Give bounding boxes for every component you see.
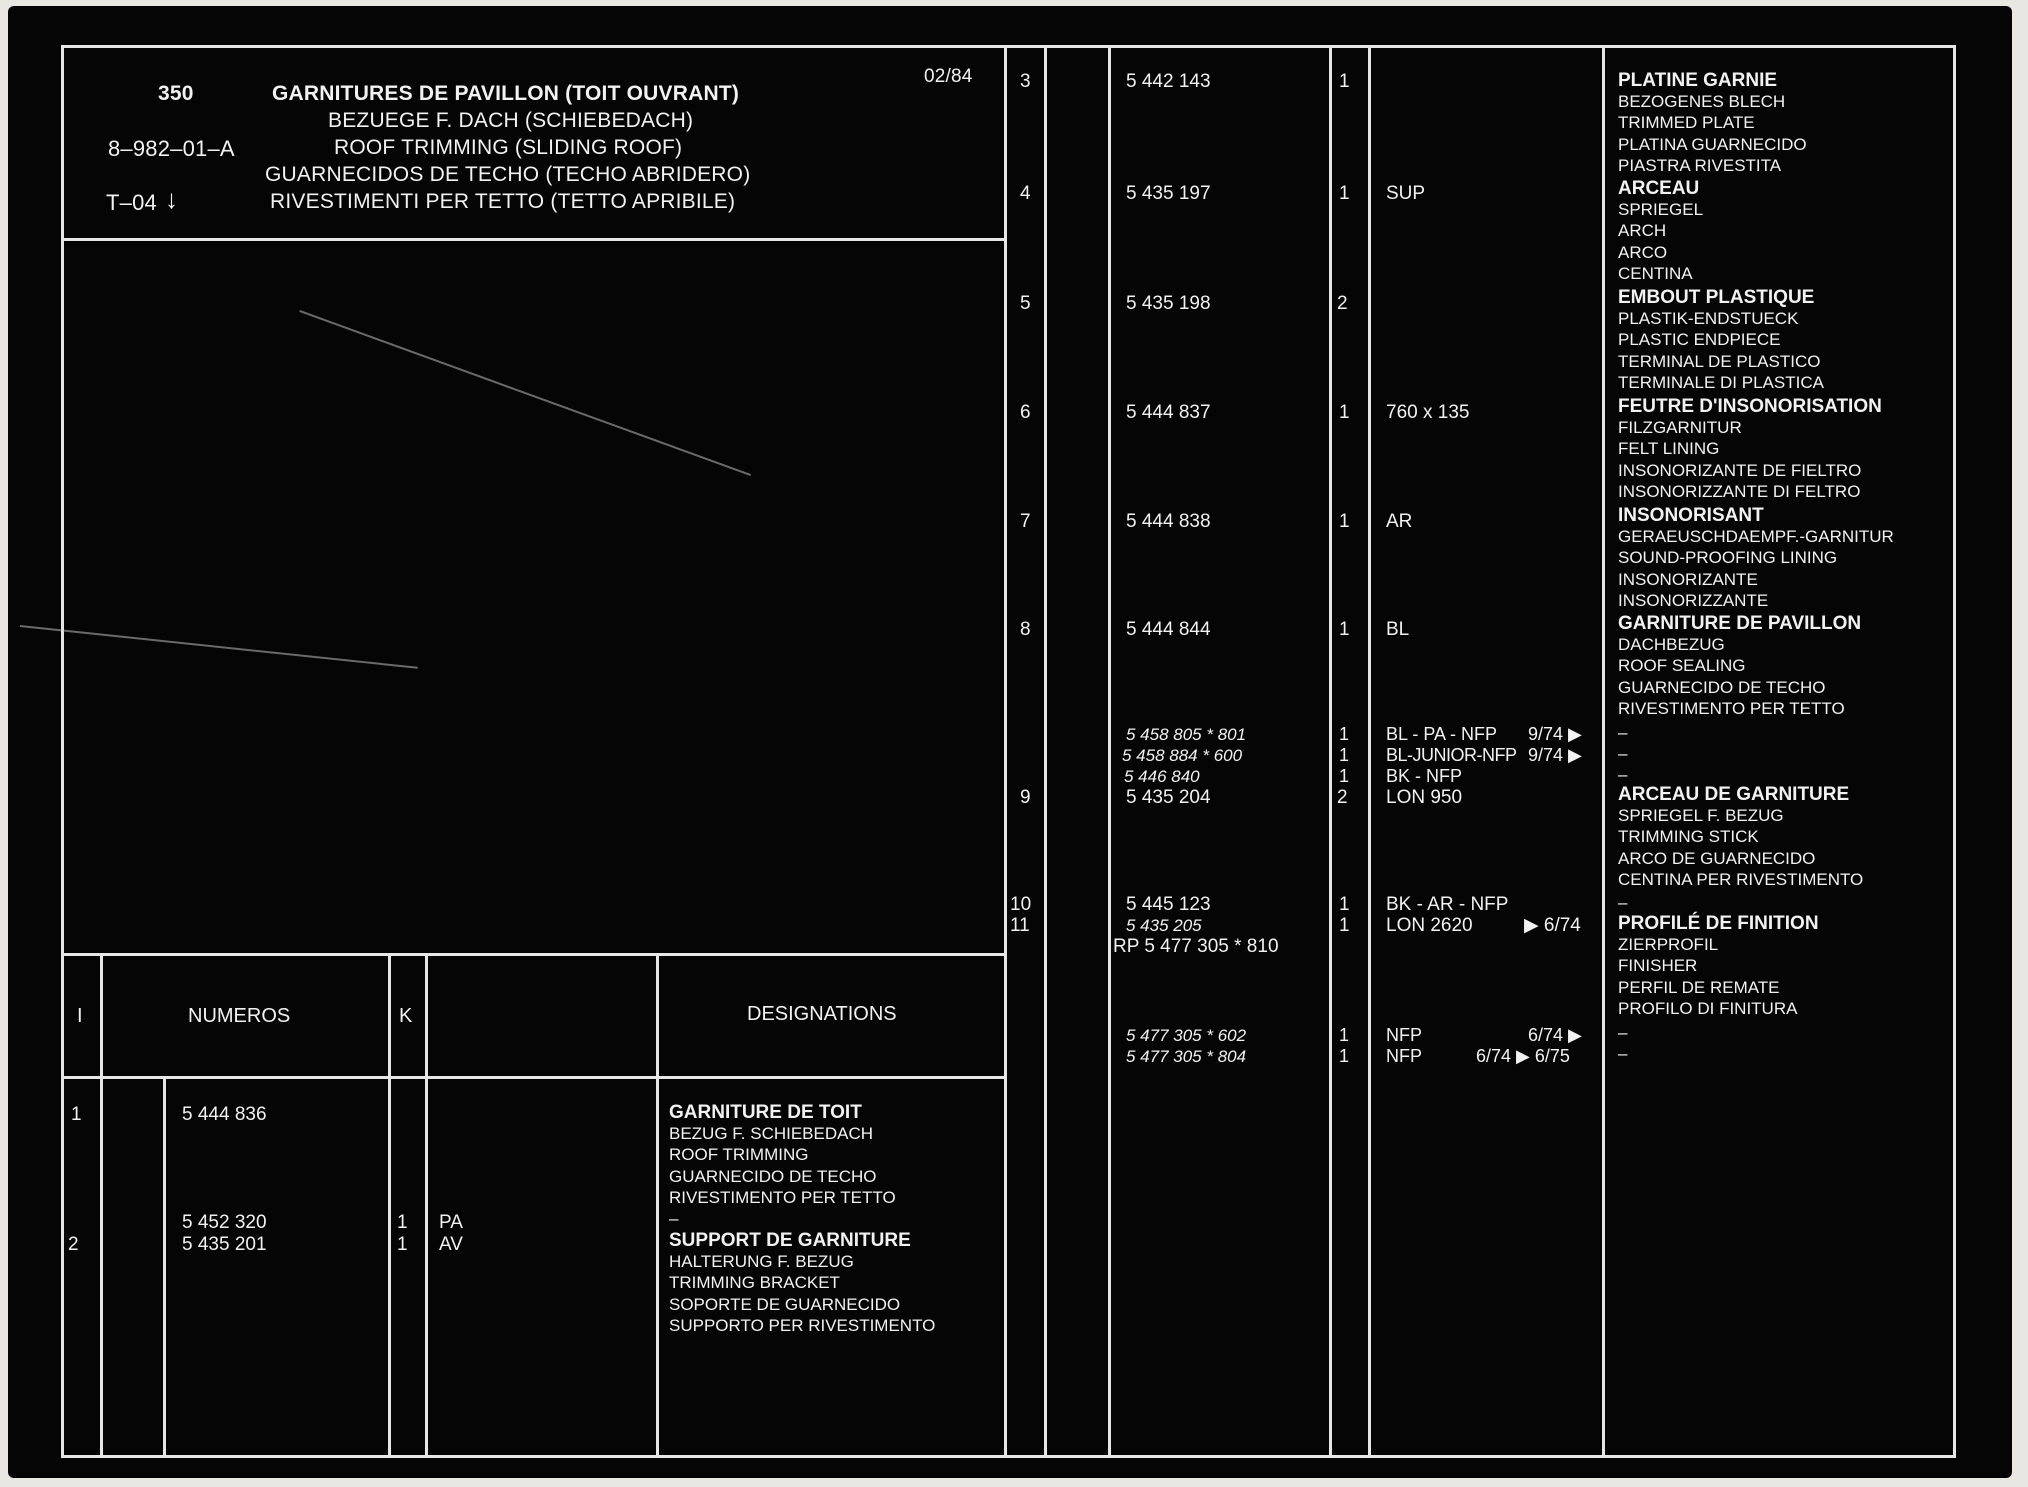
reference-number: 8–982–01–A bbox=[108, 136, 235, 161]
title-fr: GARNITURES DE PAVILLON (TOIT OUVRANT) bbox=[272, 82, 740, 105]
designation-es: SOPORTE DE GUARNECIDO bbox=[669, 1294, 901, 1314]
right-row-date: ▶ 6/74 bbox=[1524, 915, 1581, 936]
designation-main: FEUTRE D'INSONORISATION bbox=[1618, 396, 1882, 417]
designation-es: TERMINAL DE PLASTICO bbox=[1618, 351, 1821, 371]
designation-block-8 bbox=[1618, 613, 1861, 719]
right-row-qty: 1 bbox=[1339, 724, 1350, 744]
right-row-number: 5 444 837 bbox=[1126, 402, 1211, 423]
right-row-qty: 1 bbox=[1339, 745, 1350, 765]
designation-block-5 bbox=[1618, 287, 1824, 393]
left-row-note: AV bbox=[439, 1234, 463, 1255]
right-row-index: 10 bbox=[1010, 894, 1032, 915]
designation-dash: – bbox=[1618, 765, 1628, 785]
designation-es: GUARNECIDO DE TECHO bbox=[669, 1166, 877, 1186]
right-row-qty: 2 bbox=[1337, 787, 1348, 808]
designation-main: ARCEAU bbox=[1618, 178, 1700, 199]
page-code: 350 bbox=[158, 82, 194, 105]
right-row-note: BL - PA - NFP bbox=[1386, 724, 1498, 744]
header-bottom-line bbox=[61, 238, 1006, 241]
designation-de: DACHBEZUG bbox=[1618, 635, 1725, 655]
designation-main: INSONORISANT bbox=[1618, 505, 1764, 526]
right-row-date: 9/74 ▶ bbox=[1528, 724, 1582, 744]
designation-de: GERAEUSCHDAEMPF.-GARNITUR bbox=[1618, 527, 1894, 547]
designation-dash: – bbox=[1618, 893, 1628, 912]
right-row-index: 6 bbox=[1020, 402, 1031, 423]
designation-dash bbox=[1618, 892, 1627, 913]
right-row-qty: 1 bbox=[1339, 71, 1350, 92]
right-row-note: LON 950 bbox=[1386, 787, 1463, 808]
designation-it: RIVESTIMENTO PER TETTO bbox=[669, 1187, 896, 1207]
right-row-number: 5 477 305 * 602 bbox=[1126, 1026, 1247, 1045]
right-row-qty: 2 bbox=[1337, 293, 1348, 314]
divider-l1 bbox=[100, 953, 103, 1458]
designation-en: PLASTIC ENDPIECE bbox=[1618, 330, 1781, 350]
designation-main: PROFILÉ DE FINITION bbox=[1618, 913, 1819, 934]
divider-r2 bbox=[1108, 45, 1111, 1458]
designation-block-11 bbox=[1618, 913, 1819, 1019]
column-header-index: I bbox=[77, 1005, 83, 1027]
right-row-note: BL bbox=[1386, 619, 1410, 640]
right-row-number: 5 477 305 * 804 bbox=[1126, 1047, 1247, 1066]
right-row-number: 5 458 805 * 801 bbox=[1126, 725, 1247, 744]
right-row-qty: 1 bbox=[1339, 183, 1350, 204]
designation-it: SUPPORTO PER RIVESTIMENTO bbox=[669, 1315, 936, 1335]
right-row-qty: 1 bbox=[1339, 511, 1350, 532]
right-row-number: 5 435 204 bbox=[1126, 787, 1211, 808]
title-de: BEZUEGE F. DACH (SCHIEBEDACH) bbox=[328, 109, 694, 132]
designation-de: SPRIEGEL bbox=[1618, 200, 1704, 220]
designation-main: EMBOUT PLASTIQUE bbox=[1618, 287, 1815, 308]
right-row-qty: 1 bbox=[1339, 402, 1350, 423]
left-row-qty: 1 bbox=[397, 1212, 408, 1233]
designation-en: FINISHER bbox=[1618, 956, 1698, 976]
title-en: ROOF TRIMMING (SLIDING ROOF) bbox=[334, 136, 683, 159]
divider-r3 bbox=[1329, 45, 1332, 1458]
right-row-number: 5 445 123 bbox=[1126, 894, 1211, 915]
divider-l3 bbox=[388, 953, 391, 1458]
right-row-index: 9 bbox=[1020, 787, 1031, 808]
designation-it: CENTINA PER RIVESTIMENTO bbox=[1618, 869, 1864, 889]
designation-dash bbox=[1618, 722, 1627, 786]
designation-it: TERMINALE DI PLASTICA bbox=[1618, 372, 1824, 392]
right-row-number: 5 442 143 bbox=[1126, 71, 1211, 92]
right-row-date: 6/74 ▶ bbox=[1528, 1025, 1582, 1045]
left-designation-1 bbox=[669, 1102, 896, 1208]
right-row-note: BL-JUNIOR-NFP bbox=[1386, 745, 1517, 765]
designation-en: TRIMMED PLATE bbox=[1618, 113, 1755, 133]
right-row-date: 6/74 ▶ 6/75 bbox=[1476, 1046, 1570, 1066]
left-row-number: 5 452 320 bbox=[182, 1212, 267, 1233]
divider-l2 bbox=[163, 1076, 166, 1458]
right-row-note: BK - NFP bbox=[1386, 766, 1463, 786]
right-row-note: SUP bbox=[1386, 183, 1426, 204]
left-designation-dash bbox=[669, 1208, 678, 1229]
tab-code: T–04 bbox=[106, 190, 157, 215]
designation-main: GARNITURE DE PAVILLON bbox=[1618, 613, 1862, 634]
designation-de: BEZOGENES BLECH bbox=[1618, 92, 1786, 112]
designation-en: TRIMMING BRACKET bbox=[669, 1273, 840, 1293]
left-row-index: 2 bbox=[68, 1234, 79, 1255]
designation-es: ARCO bbox=[1618, 242, 1668, 262]
right-row-qty: 1 bbox=[1339, 894, 1350, 915]
left-row-note: PA bbox=[439, 1212, 463, 1233]
right-row-index: 4 bbox=[1020, 183, 1031, 204]
right-row-number: RP 5 477 305 * 810 bbox=[1113, 936, 1279, 957]
title-es: GUARNECIDOS DE TECHO (TECHO ABRIDERO) bbox=[265, 163, 751, 186]
divider-l5 bbox=[656, 953, 659, 1458]
right-row-index: 7 bbox=[1020, 511, 1031, 532]
right-row-note: NFP bbox=[1386, 1025, 1422, 1045]
designation-de: PLASTIK-ENDSTUECK bbox=[1618, 309, 1799, 329]
right-row-note: 760 x 135 bbox=[1386, 402, 1470, 423]
arrow-down-icon: ↓ bbox=[165, 184, 179, 214]
right-row-index: 3 bbox=[1020, 71, 1031, 92]
left-row-number: 5 444 836 bbox=[182, 1104, 267, 1125]
right-row-qty: 1 bbox=[1339, 915, 1350, 936]
designation-en: ROOF TRIMMING bbox=[669, 1145, 809, 1165]
left-row-qty: 1 bbox=[397, 1234, 408, 1255]
right-row-qty: 1 bbox=[1339, 1046, 1350, 1066]
right-row-note: BK - AR - NFP bbox=[1386, 894, 1509, 915]
designation-es: INSONORIZANTE bbox=[1618, 569, 1758, 589]
designation-dash bbox=[1618, 1022, 1627, 1064]
right-row-number: 5 444 844 bbox=[1126, 619, 1211, 640]
designation-dash: – bbox=[1618, 744, 1628, 764]
designation-en: ROOF SEALING bbox=[1618, 656, 1746, 676]
right-row-qty: 1 bbox=[1339, 619, 1350, 640]
issue-date: 02/84 bbox=[924, 66, 973, 87]
divider-middle bbox=[1004, 45, 1007, 1458]
designation-es: ARCO DE GUARNECIDO bbox=[1618, 848, 1816, 868]
designation-dash: – bbox=[669, 1209, 679, 1228]
right-row-index: 8 bbox=[1020, 619, 1031, 640]
designation-en: SOUND-PROOFING LINING bbox=[1618, 548, 1838, 568]
right-row-number: 5 435 205 bbox=[1126, 916, 1202, 935]
right-row-number: 5 458 884 * 600 bbox=[1122, 746, 1243, 765]
right-row-note: NFP bbox=[1386, 1046, 1422, 1066]
right-row-index: 11 bbox=[1010, 915, 1030, 936]
designation-it: INSONORIZZANTE bbox=[1618, 590, 1769, 610]
designation-it: INSONORIZZANTE DI FELTRO bbox=[1618, 481, 1861, 501]
right-row-date: 9/74 ▶ bbox=[1528, 745, 1582, 765]
right-row-note: LON 2620 bbox=[1386, 915, 1473, 936]
column-header-designations: DESIGNATIONS bbox=[747, 1003, 897, 1025]
designation-block-4 bbox=[1618, 178, 1703, 284]
designation-en: TRIMMING STICK bbox=[1618, 827, 1759, 847]
designation-en: FELT LINING bbox=[1618, 439, 1720, 459]
right-row-index: 5 bbox=[1020, 293, 1031, 314]
left-designation-2 bbox=[669, 1230, 935, 1336]
right-row-number: 5 435 198 bbox=[1126, 293, 1211, 314]
column-header-top bbox=[61, 953, 1006, 956]
column-header-bottom bbox=[61, 1076, 1006, 1079]
right-row-qty: 1 bbox=[1339, 1025, 1350, 1045]
designation-dash: – bbox=[1618, 723, 1628, 742]
designation-dash: – bbox=[1618, 1044, 1628, 1064]
designation-es: INSONORIZANTE DE FIELTRO bbox=[1618, 460, 1862, 480]
designation-block-9 bbox=[1618, 784, 1863, 890]
designation-main: ARCEAU DE GARNITURE bbox=[1618, 784, 1850, 805]
designation-es: PERFIL DE REMATE bbox=[1618, 977, 1780, 997]
designation-main: GARNITURE DE TOIT bbox=[669, 1102, 862, 1123]
designation-it: CENTINA bbox=[1618, 263, 1693, 283]
designation-de: FILZGARNITUR bbox=[1618, 418, 1742, 438]
designation-it: PIASTRA RIVESTITA bbox=[1618, 155, 1782, 175]
right-row-note: AR bbox=[1386, 511, 1413, 532]
column-header-numeros: NUMEROS bbox=[188, 1005, 291, 1027]
designation-de: HALTERUNG F. BEZUG bbox=[669, 1252, 854, 1272]
designation-block-6 bbox=[1618, 396, 1882, 502]
title-it: RIVESTIMENTI PER TETTO (TETTO APRIBILE) bbox=[270, 190, 736, 213]
designation-it: PROFILO DI FINITURA bbox=[1618, 998, 1798, 1018]
designation-de: SPRIEGEL F. BEZUG bbox=[1618, 806, 1784, 826]
left-row-index: 1 bbox=[71, 1104, 82, 1125]
left-row-number: 5 435 201 bbox=[182, 1234, 267, 1255]
right-row-number: 5 444 838 bbox=[1126, 511, 1211, 532]
right-row-number: 5 446 840 bbox=[1124, 767, 1200, 786]
designation-dash: – bbox=[1618, 1023, 1628, 1042]
divider-r4 bbox=[1368, 45, 1371, 1458]
designation-es: GUARNECIDO DE TECHO bbox=[1618, 677, 1826, 697]
divider-r5 bbox=[1602, 45, 1605, 1458]
right-row-number: 5 435 197 bbox=[1126, 183, 1211, 204]
designation-block-3 bbox=[1618, 70, 1807, 176]
designation-de: BEZUG F. SCHIEBEDACH bbox=[669, 1124, 874, 1144]
divider-l4 bbox=[425, 953, 428, 1458]
designation-de: ZIERPROFIL bbox=[1618, 935, 1719, 955]
designation-en: ARCH bbox=[1618, 221, 1667, 241]
designation-it: RIVESTIMENTO PER TETTO bbox=[1618, 698, 1845, 718]
designation-block-7 bbox=[1618, 505, 1894, 611]
designation-es: PLATINA GUARNECIDO bbox=[1618, 134, 1807, 154]
designation-main: SUPPORT DE GARNITURE bbox=[669, 1230, 911, 1251]
divider-r1 bbox=[1044, 45, 1047, 1458]
designation-main: PLATINE GARNIE bbox=[1618, 70, 1778, 91]
column-header-k: K bbox=[399, 1005, 413, 1027]
right-row-qty: 1 bbox=[1339, 766, 1350, 786]
